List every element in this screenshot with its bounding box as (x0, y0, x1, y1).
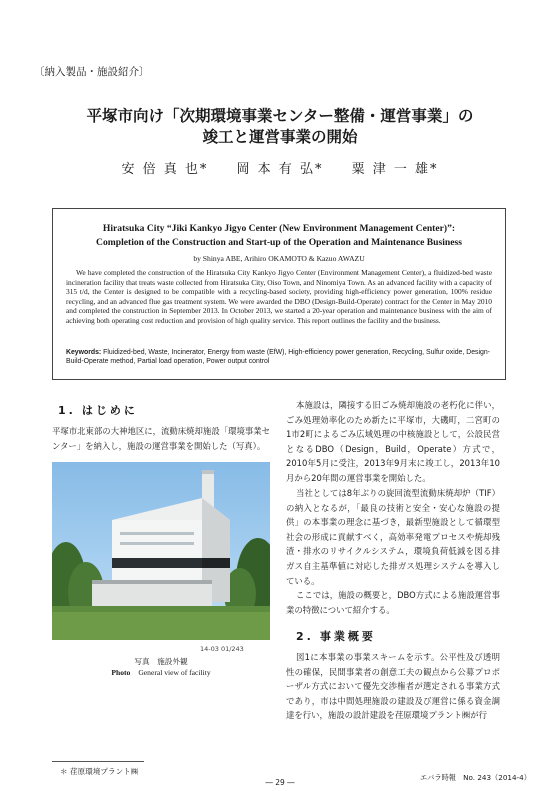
section-title: 事業概要 (319, 630, 376, 643)
body-paragraph-1: 本施設は，隣接する旧ごみ焼却施設の老朽化に伴い，ごみ処理効率化のため新たに平塚市，大磯町，二宮町の1市2町によるごみ広域処理の中核施設として，公設民営となるDBO（Design，Build，Operate）方式で，2010年5月に受注，2013年9月末に竣工し，2013年10月から20年間の運営事業を開始した。 (286, 400, 500, 483)
section-number: 1. (58, 404, 76, 417)
facility-building-illustration (52, 462, 270, 640)
image-id: 14-03 01/243 (200, 645, 244, 653)
facility-photo (52, 462, 270, 640)
english-authors: by Shinya ABE, Arihiro OKAMOTO & Kazuo AWAZU (193, 254, 365, 263)
author-name: 安 倍 真 也* (121, 162, 209, 177)
body-paragraph-2: 当社としては8年ぶりの旋回流型流動床焼却炉（TIF）の納入となるが，「最良の技術と安全・安心な施設の提供」の本事業の理念に基づき，最新型施設として循環型社会の形成に貢献すべく，高効率発電プロセスや焼却残渣・排水のリサイクルシステム，環境負荷低減を図る排ガス自主基準値に対応した排ガス処理システムを導入している。 (286, 488, 500, 586)
article-title-line1: 平塚市向け「次期環境事業センター整備・運営事業」の (86, 107, 474, 125)
journal-info: エバラ時報 No. 243（2014-4） (420, 773, 531, 782)
author-list (0, 158, 560, 177)
article-title-line2: 竣工と運営事業の開始 (202, 128, 358, 146)
section-tag: 〔納入製品・施設紹介〕 (34, 66, 150, 78)
body-paragraph-3: ここでは，施設の概要と，DBO方式による施設運営事業の特徴について紹介する。 (286, 590, 500, 615)
author-name: 粟 津 一 雄* (351, 162, 439, 177)
section-heading-1 (58, 402, 138, 418)
author-name: 岡 本 有 弘* (236, 162, 324, 177)
photo-caption-jp: 写真 施設外観 (134, 657, 188, 666)
keywords-label: Keywords: (66, 349, 102, 356)
keywords-list: Fluidized-bed, Waste, Incinerator, Energy from waste (EfW), High-efficiency power generation, Recycling, Sulfur oxide, Design-Build-Operate method, Partial load operation, Power output control (66, 349, 490, 366)
section-title: はじめに (81, 404, 138, 417)
abstract-text: We have completed the construction of the Hiratsuka City Kankyo Jigyo Center (Environment Management Center), a fluidized-bed waste incineration facility that treats waste collected from Hiratsuka City, Oiso Town, and Ninomiya Town. As an advanced facility with a capacity of 315 t/d, the Center is designed to be compatible with a recycling-based society, providing high-efficiency power generation, 100% residue recycling, and an advanced flue gas treatment system. We were awarded the DBO (Design-Build-Operate) contract for the Center in May 2010 and completed the construction in September 2013. In October 2013, we started a 20-year operation and maintenance business with the aim of achieving both operating cost reduction and provision of high quality service. This report outlines the facility and the business. (66, 268, 492, 325)
photo-caption-label: Photo (111, 668, 131, 677)
footnote-rule (52, 761, 144, 762)
page-number: ― 29 ― (265, 778, 295, 787)
english-title-line2: Completion of the Construction and Start-up of the Operation and Maintenance Business (96, 237, 462, 248)
section-number: 2. (296, 630, 314, 643)
photo-caption-en (52, 668, 270, 677)
section-heading-2 (296, 628, 376, 644)
photo-caption-text: General view of facility (138, 668, 211, 677)
footnote: ＊ 荏原環境プラント㈱ (60, 767, 139, 776)
intro-paragraph: 平塚市北東部の大神地区に，流動床焼却施設「環境事業センター」を納入し，施設の運営事業を開始した（写真）。 (52, 426, 270, 451)
body-paragraph-4: 図1に本事業の事業スキームを示す。公平性及び透明性の確保，民間事業者の創意工夫の観点から公募プロポーザル方式において優先交渉権者が選定される事業方式であり，市は中間処理施設の建設及び運営に係る資金調達を行い，施設の設計建設を荏原環境プラント㈱が行 (286, 652, 500, 721)
english-title-line1: Hiratsuka City “Jiki Kankyo Jigyo Center (New Environment Management Center)”: (102, 223, 456, 234)
keywords (66, 348, 492, 367)
